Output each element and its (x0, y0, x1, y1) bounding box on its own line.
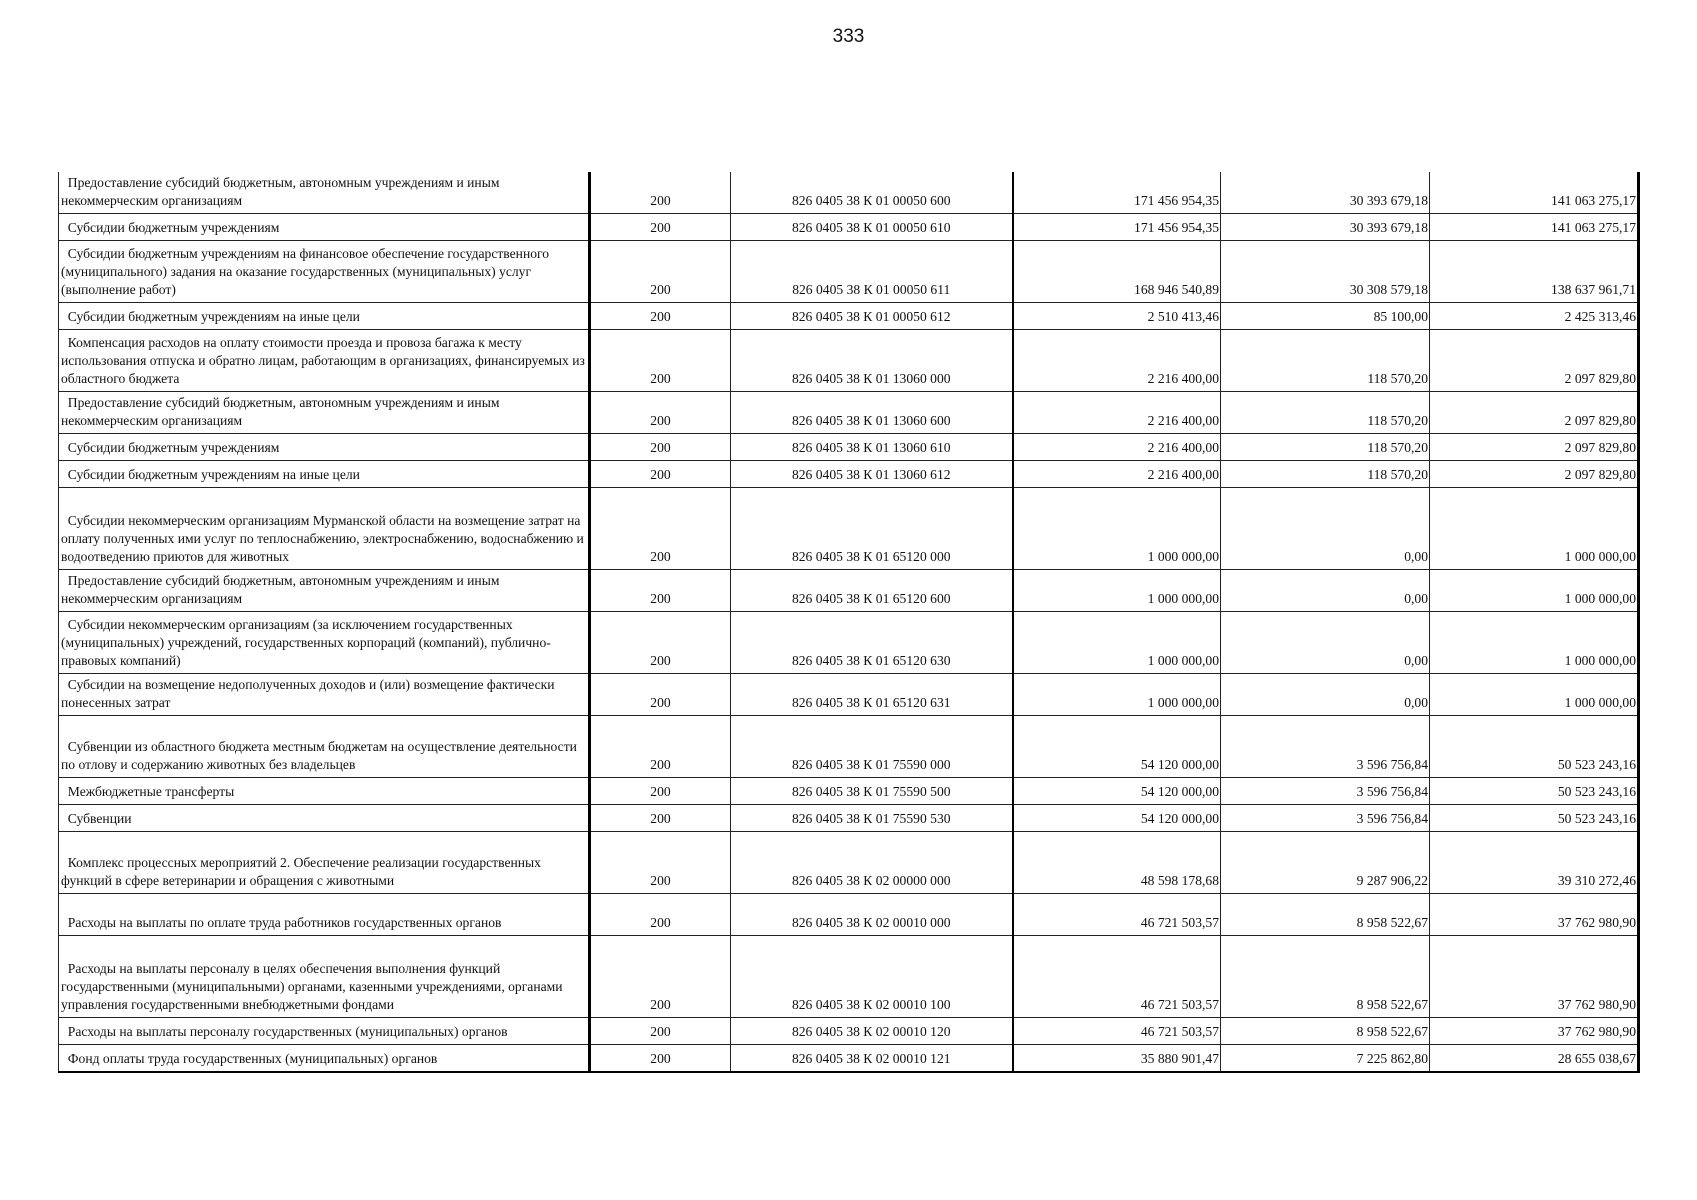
executed-amount-cell: 8 958 522,67 (1221, 894, 1430, 936)
row-name-cell: Расходы на выплаты персоналу в целях обеспечения выполнения функций государственными (муниципальными) органами, казенными учреждениями, органами управления государственными внебюджетными фондами (59, 936, 590, 1018)
table-row (59, 303, 1639, 330)
table-row (59, 674, 1639, 716)
executed-amount-cell: 30 393 679,18 (1221, 172, 1430, 214)
table-row (59, 778, 1639, 805)
approved-amount-cell: 2 216 400,00 (1013, 392, 1221, 434)
line-code-cell: 200 (590, 570, 731, 612)
line-code-cell: 200 (590, 1045, 731, 1072)
row-name-cell: Предоставление субсидий бюджетным, автономным учреждениям и иным некоммерческим организациям (59, 172, 590, 214)
executed-amount-cell: 85 100,00 (1221, 303, 1430, 330)
budget-classification-code-cell: 826 0405 38 К 01 00050 612 (731, 303, 1013, 330)
line-code-cell: 200 (590, 172, 731, 214)
table-row (59, 894, 1639, 936)
budget-table-body (59, 172, 1639, 1072)
approved-amount-cell: 171 456 954,35 (1013, 172, 1221, 214)
unexecuted-amount-cell: 28 655 038,67 (1430, 1045, 1639, 1072)
row-name-cell: Предоставление субсидий бюджетным, автономным учреждениям и иным некоммерческим организациям (59, 392, 590, 434)
budget-classification-code-cell: 826 0405 38 К 02 00010 121 (731, 1045, 1013, 1072)
approved-amount-cell: 1 000 000,00 (1013, 488, 1221, 570)
budget-classification-code-cell: 826 0405 38 К 02 00000 000 (731, 832, 1013, 894)
executed-amount-cell: 8 958 522,67 (1221, 936, 1430, 1018)
row-name-cell: Расходы на выплаты по оплате труда работников государственных органов (59, 894, 590, 936)
executed-amount-cell: 7 225 862,80 (1221, 1045, 1430, 1072)
approved-amount-cell: 2 216 400,00 (1013, 461, 1221, 488)
executed-amount-cell: 30 308 579,18 (1221, 241, 1430, 303)
approved-amount-cell: 54 120 000,00 (1013, 716, 1221, 778)
budget-classification-code-cell: 826 0405 38 К 01 00050 610 (731, 214, 1013, 241)
budget-classification-code-cell: 826 0405 38 К 01 00050 600 (731, 172, 1013, 214)
table-row (59, 214, 1639, 241)
line-code-cell: 200 (590, 392, 731, 434)
unexecuted-amount-cell: 1 000 000,00 (1430, 612, 1639, 674)
row-name-cell: Субвенции (59, 805, 590, 832)
line-code-cell: 200 (590, 894, 731, 936)
budget-classification-code-cell: 826 0405 38 К 01 65120 630 (731, 612, 1013, 674)
budget-classification-code-cell: 826 0405 38 К 01 00050 611 (731, 241, 1013, 303)
unexecuted-amount-cell: 39 310 272,46 (1430, 832, 1639, 894)
page-number: 333 (832, 26, 865, 47)
row-name-cell: Субсидии на возмещение недополученных доходов и (или) возмещение фактически понесенных затрат (59, 674, 590, 716)
row-name-cell: Субсидии бюджетным учреждениям (59, 214, 590, 241)
table-row (59, 488, 1639, 570)
table-row (59, 570, 1639, 612)
executed-amount-cell: 0,00 (1221, 488, 1430, 570)
table-row (59, 461, 1639, 488)
unexecuted-amount-cell: 1 000 000,00 (1430, 674, 1639, 716)
approved-amount-cell: 2 216 400,00 (1013, 330, 1221, 392)
approved-amount-cell: 46 721 503,57 (1013, 936, 1221, 1018)
budget-classification-code-cell: 826 0405 38 К 01 75590 000 (731, 716, 1013, 778)
budget-classification-code-cell: 826 0405 38 К 02 00010 100 (731, 936, 1013, 1018)
budget-classification-code-cell: 826 0405 38 К 01 65120 600 (731, 570, 1013, 612)
row-name-cell: Субсидии бюджетным учреждениям на иные цели (59, 303, 590, 330)
unexecuted-amount-cell: 50 523 243,16 (1430, 805, 1639, 832)
table-row (59, 832, 1639, 894)
unexecuted-amount-cell: 141 063 275,17 (1430, 172, 1639, 214)
approved-amount-cell: 2 510 413,46 (1013, 303, 1221, 330)
approved-amount-cell: 48 598 178,68 (1013, 832, 1221, 894)
row-name-cell: Компенсация расходов на оплату стоимости проезда и провоза багажа к месту использования отпуска и обратно лицам, работающим в организациях, финансируемых из областного бюджета (59, 330, 590, 392)
unexecuted-amount-cell: 2 097 829,80 (1430, 330, 1639, 392)
budget-classification-code-cell: 826 0405 38 К 02 00010 000 (731, 894, 1013, 936)
unexecuted-amount-cell: 50 523 243,16 (1430, 778, 1639, 805)
line-code-cell: 200 (590, 674, 731, 716)
line-code-cell: 200 (590, 330, 731, 392)
approved-amount-cell: 54 120 000,00 (1013, 778, 1221, 805)
line-code-cell: 200 (590, 461, 731, 488)
row-name-cell: Межбюджетные трансферты (59, 778, 590, 805)
line-code-cell: 200 (590, 778, 731, 805)
line-code-cell: 200 (590, 303, 731, 330)
line-code-cell: 200 (590, 1018, 731, 1045)
row-name-cell: Субвенции из областного бюджета местным бюджетам на осуществление деятельности по отлову и содержанию животных без владельцев (59, 716, 590, 778)
table-row (59, 330, 1639, 392)
line-code-cell: 200 (590, 214, 731, 241)
budget-classification-code-cell: 826 0405 38 К 01 13060 612 (731, 461, 1013, 488)
executed-amount-cell: 3 596 756,84 (1221, 716, 1430, 778)
row-name-cell: Субсидии бюджетным учреждениям на финансовое обеспечение государственного (муниципального) задания на оказание государственных (муниципальных) услуг (выполнение работ) (59, 241, 590, 303)
unexecuted-amount-cell: 37 762 980,90 (1430, 936, 1639, 1018)
table-row (59, 392, 1639, 434)
budget-classification-code-cell: 826 0405 38 К 01 13060 000 (731, 330, 1013, 392)
executed-amount-cell: 0,00 (1221, 612, 1430, 674)
table-row (59, 716, 1639, 778)
budget-classification-code-cell: 826 0405 38 К 01 13060 610 (731, 434, 1013, 461)
line-code-cell: 200 (590, 488, 731, 570)
table-row (59, 241, 1639, 303)
executed-amount-cell: 118 570,20 (1221, 392, 1430, 434)
approved-amount-cell: 171 456 954,35 (1013, 214, 1221, 241)
row-name-cell: Субсидии некоммерческим организациям Мурманской области на возмещение затрат на оплату полученных ими услуг по теплоснабжению, электроснабжению, водоснабжению и водоотведению приютов для животных (59, 488, 590, 570)
unexecuted-amount-cell: 141 063 275,17 (1430, 214, 1639, 241)
approved-amount-cell: 168 946 540,89 (1013, 241, 1221, 303)
approved-amount-cell: 1 000 000,00 (1013, 612, 1221, 674)
unexecuted-amount-cell: 1 000 000,00 (1430, 488, 1639, 570)
line-code-cell: 200 (590, 805, 731, 832)
executed-amount-cell: 30 393 679,18 (1221, 214, 1430, 241)
executed-amount-cell: 9 287 906,22 (1221, 832, 1430, 894)
unexecuted-amount-cell: 138 637 961,71 (1430, 241, 1639, 303)
row-name-cell: Субсидии некоммерческим организациям (за исключением государственных (муниципальных) учреждений, государственных корпораций (компаний), публично-правовых компаний) (59, 612, 590, 674)
line-code-cell: 200 (590, 832, 731, 894)
budget-classification-code-cell: 826 0405 38 К 01 75590 530 (731, 805, 1013, 832)
unexecuted-amount-cell: 2 425 313,46 (1430, 303, 1639, 330)
unexecuted-amount-cell: 1 000 000,00 (1430, 570, 1639, 612)
table-row (59, 936, 1639, 1018)
row-name-cell: Фонд оплаты труда государственных (муниципальных) органов (59, 1045, 590, 1072)
table-row (59, 1018, 1639, 1045)
unexecuted-amount-cell: 2 097 829,80 (1430, 461, 1639, 488)
executed-amount-cell: 0,00 (1221, 674, 1430, 716)
executed-amount-cell: 118 570,20 (1221, 330, 1430, 392)
line-code-cell: 200 (590, 434, 731, 461)
table-row (59, 1045, 1639, 1072)
budget-classification-code-cell: 826 0405 38 К 01 75590 500 (731, 778, 1013, 805)
budget-classification-code-cell: 826 0405 38 К 01 65120 631 (731, 674, 1013, 716)
approved-amount-cell: 35 880 901,47 (1013, 1045, 1221, 1072)
row-name-cell: Расходы на выплаты персоналу государственных (муниципальных) органов (59, 1018, 590, 1045)
approved-amount-cell: 54 120 000,00 (1013, 805, 1221, 832)
line-code-cell: 200 (590, 716, 731, 778)
executed-amount-cell: 8 958 522,67 (1221, 1018, 1430, 1045)
line-code-cell: 200 (590, 612, 731, 674)
table-row (59, 434, 1639, 461)
approved-amount-cell: 1 000 000,00 (1013, 570, 1221, 612)
unexecuted-amount-cell: 2 097 829,80 (1430, 392, 1639, 434)
row-name-cell: Предоставление субсидий бюджетным, автономным учреждениям и иным некоммерческим организациям (59, 570, 590, 612)
unexecuted-amount-cell: 50 523 243,16 (1430, 716, 1639, 778)
executed-amount-cell: 3 596 756,84 (1221, 778, 1430, 805)
approved-amount-cell: 46 721 503,57 (1013, 1018, 1221, 1045)
unexecuted-amount-cell: 37 762 980,90 (1430, 894, 1639, 936)
executed-amount-cell: 118 570,20 (1221, 434, 1430, 461)
line-code-cell: 200 (590, 936, 731, 1018)
executed-amount-cell: 0,00 (1221, 570, 1430, 612)
approved-amount-cell: 46 721 503,57 (1013, 894, 1221, 936)
budget-table (58, 172, 1640, 1073)
budget-classification-code-cell: 826 0405 38 К 02 00010 120 (731, 1018, 1013, 1045)
table-row (59, 612, 1639, 674)
budget-classification-code-cell: 826 0405 38 К 01 13060 600 (731, 392, 1013, 434)
row-name-cell: Комплекс процессных мероприятий 2. Обеспечение реализации государственных функций в сфере ветеринарии и обращения с животными (59, 832, 590, 894)
approved-amount-cell: 2 216 400,00 (1013, 434, 1221, 461)
line-code-cell: 200 (590, 241, 731, 303)
row-name-cell: Субсидии бюджетным учреждениям (59, 434, 590, 461)
table-row (59, 805, 1639, 832)
approved-amount-cell: 1 000 000,00 (1013, 674, 1221, 716)
budget-classification-code-cell: 826 0405 38 К 01 65120 000 (731, 488, 1013, 570)
executed-amount-cell: 118 570,20 (1221, 461, 1430, 488)
row-name-cell: Субсидии бюджетным учреждениям на иные цели (59, 461, 590, 488)
unexecuted-amount-cell: 2 097 829,80 (1430, 434, 1639, 461)
executed-amount-cell: 3 596 756,84 (1221, 805, 1430, 832)
unexecuted-amount-cell: 37 762 980,90 (1430, 1018, 1639, 1045)
table-row (59, 172, 1639, 214)
